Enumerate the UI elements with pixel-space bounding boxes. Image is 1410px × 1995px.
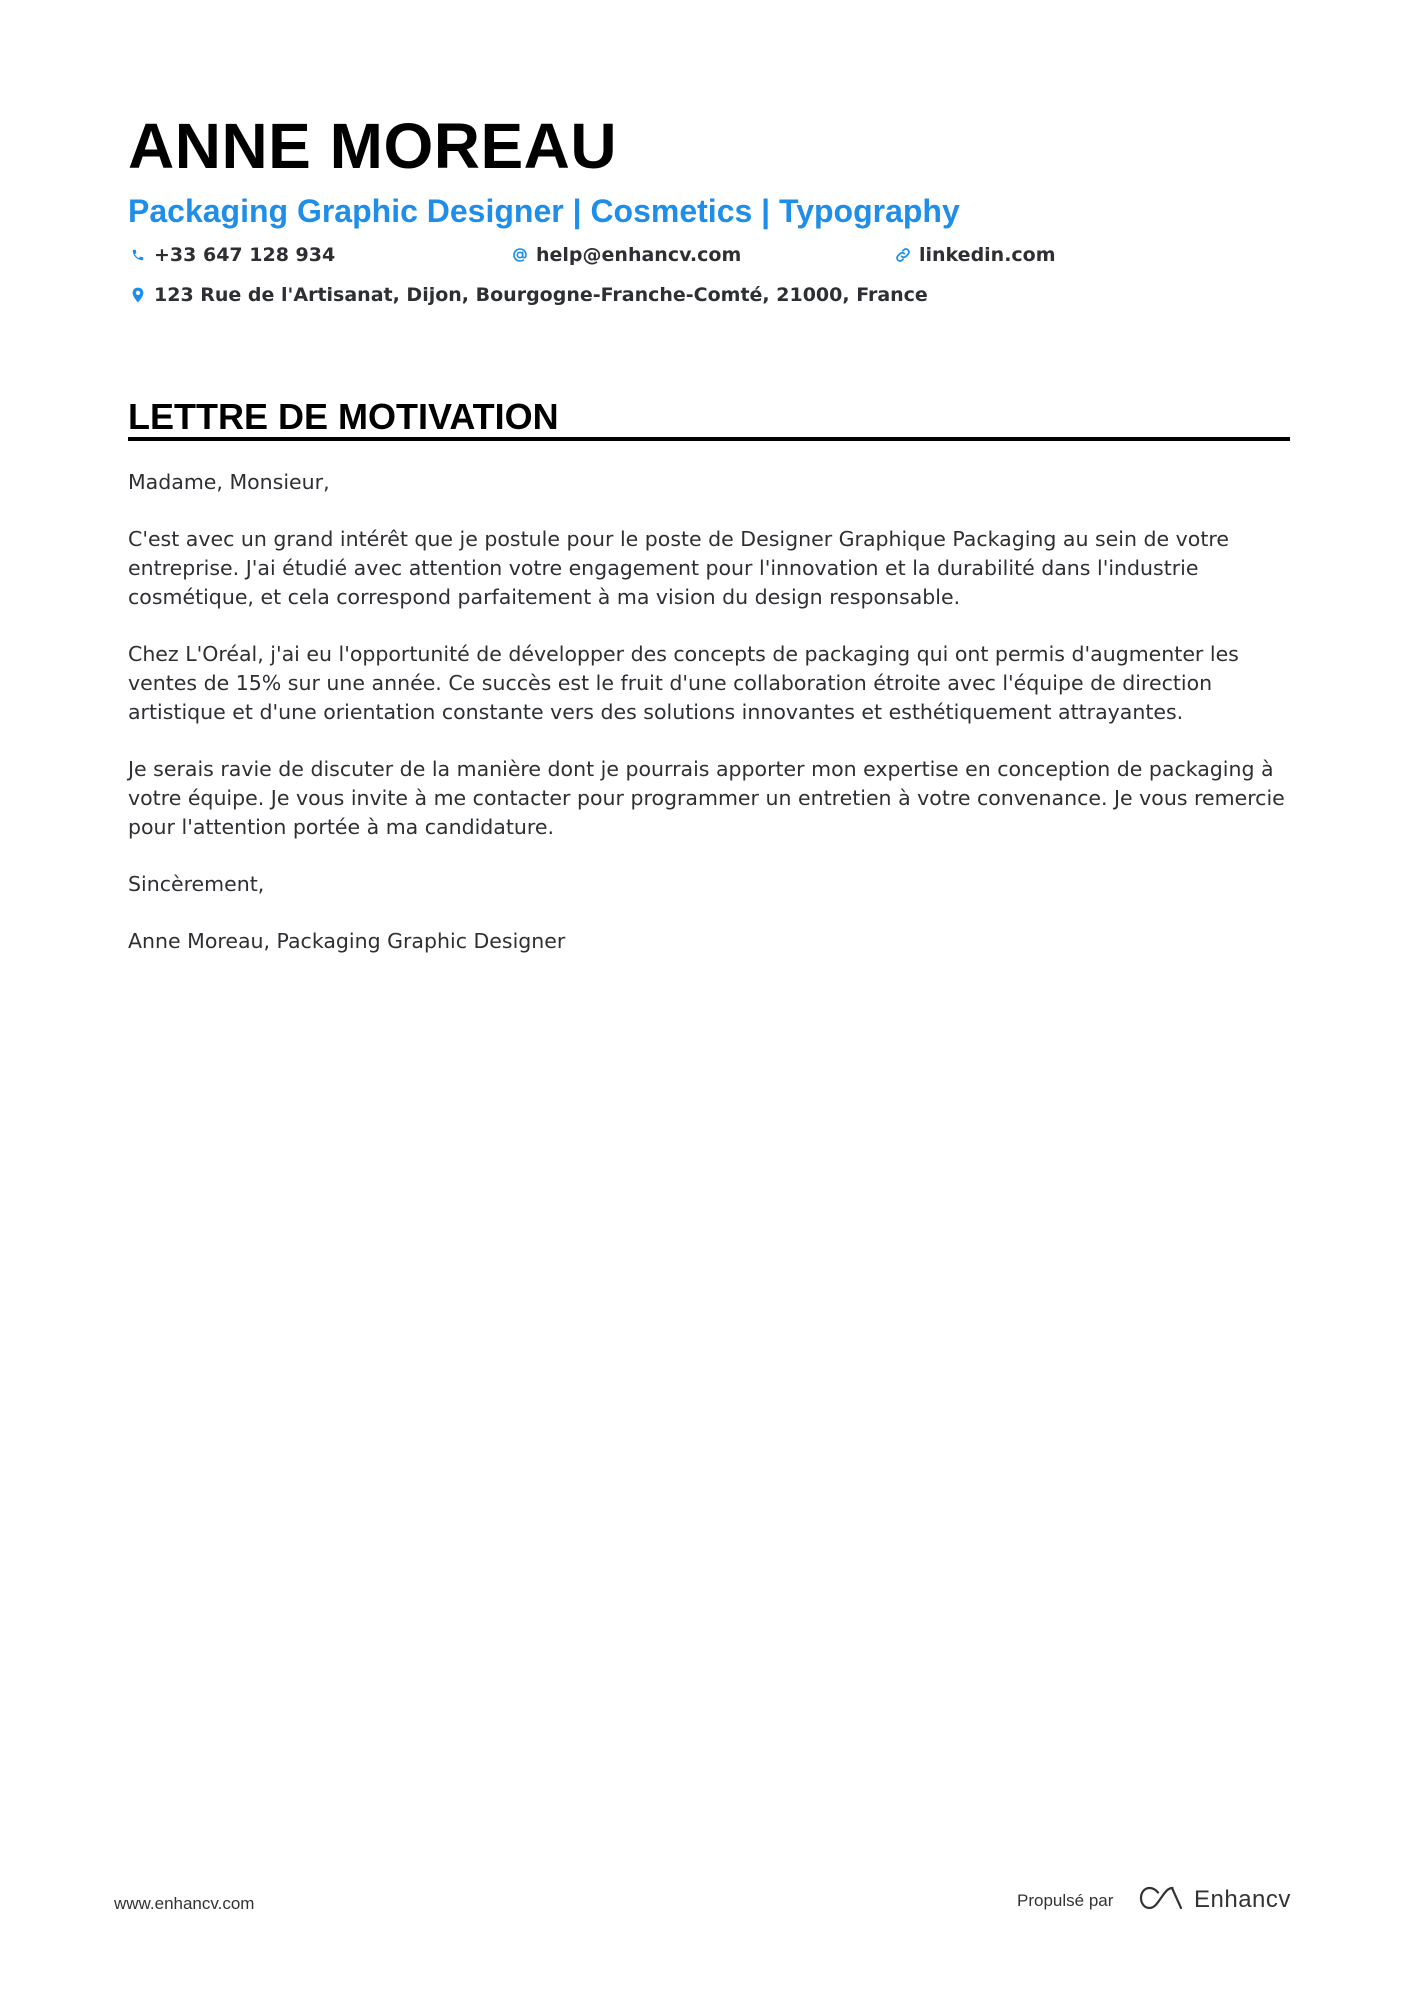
phone-icon xyxy=(128,245,148,265)
letter-closing: Sincèrement, xyxy=(128,872,265,896)
letter-paragraph: C'est avec un grand intérêt que je postule pour le poste de Designer Graphique Packaging au sein de votre entreprise. J'ai étudié avec attention votre engagement pour l'innovation et la durabilité dans l'industrie cosmétique, et cela correspond parfaitement à ma vision du design responsable. xyxy=(128,527,1229,609)
letter-signature: Anne Moreau, Packaging Graphic Designer xyxy=(128,929,566,953)
link-icon xyxy=(893,245,913,265)
footer-brand-logo[interactable] xyxy=(1138,1885,1291,1915)
section-title: LETTRE DE MOTIVATION xyxy=(128,396,559,437)
candidate-name: ANNE MOREAU xyxy=(128,110,618,182)
section-divider xyxy=(128,437,1290,441)
footer-url[interactable]: www.enhancv.com xyxy=(114,1894,255,1913)
letter-paragraph: Chez L'Oréal, j'ai eu l'opportunité de développer des concepts de packaging qui ont permis d'augmenter les ventes de 15% sur une année. Ce succès est le fruit d'une collaboration étroite avec l'équipe de direction artistique et d'une orientation constante vers des solutions innovantes et esthétiquement attrayantes. xyxy=(128,642,1239,724)
contact-phone-text: +33 647 128 934 xyxy=(154,244,336,266)
candidate-headline: Packaging Graphic Designer | Cosmetics | Typography xyxy=(128,193,960,229)
letter-salutation: Madame, Monsieur, xyxy=(128,470,330,494)
contact-address-text: 123 Rue de l'Artisanat, Dijon, Bourgogne-Franche-Comté, 21000, France xyxy=(154,284,928,306)
footer-powered-by: Propulsé par xyxy=(1017,1891,1114,1910)
letter-paragraph: Je serais ravie de discuter de la manière dont je pourrais apporter mon expertise en conception de packaging à votre équipe. Je vous invite à me contacter pour programmer un entretien à votre convenance. Je vous remercie pour l'attention portée à ma candidature. xyxy=(128,757,1285,839)
contact-linkedin[interactable] xyxy=(893,242,1056,268)
enhancv-logo-icon xyxy=(1138,1885,1184,1915)
contact-phone[interactable] xyxy=(128,242,335,268)
location-pin-icon xyxy=(128,285,148,305)
at-icon xyxy=(510,245,530,265)
contact-address xyxy=(128,282,928,308)
contact-email[interactable] xyxy=(510,242,741,268)
contact-linkedin-text: linkedin.com xyxy=(919,244,1056,266)
contact-email-text: help@enhancv.com xyxy=(536,244,742,266)
footer-brand-name: Enhancv xyxy=(1194,1886,1291,1913)
letter-body xyxy=(128,468,1298,984)
